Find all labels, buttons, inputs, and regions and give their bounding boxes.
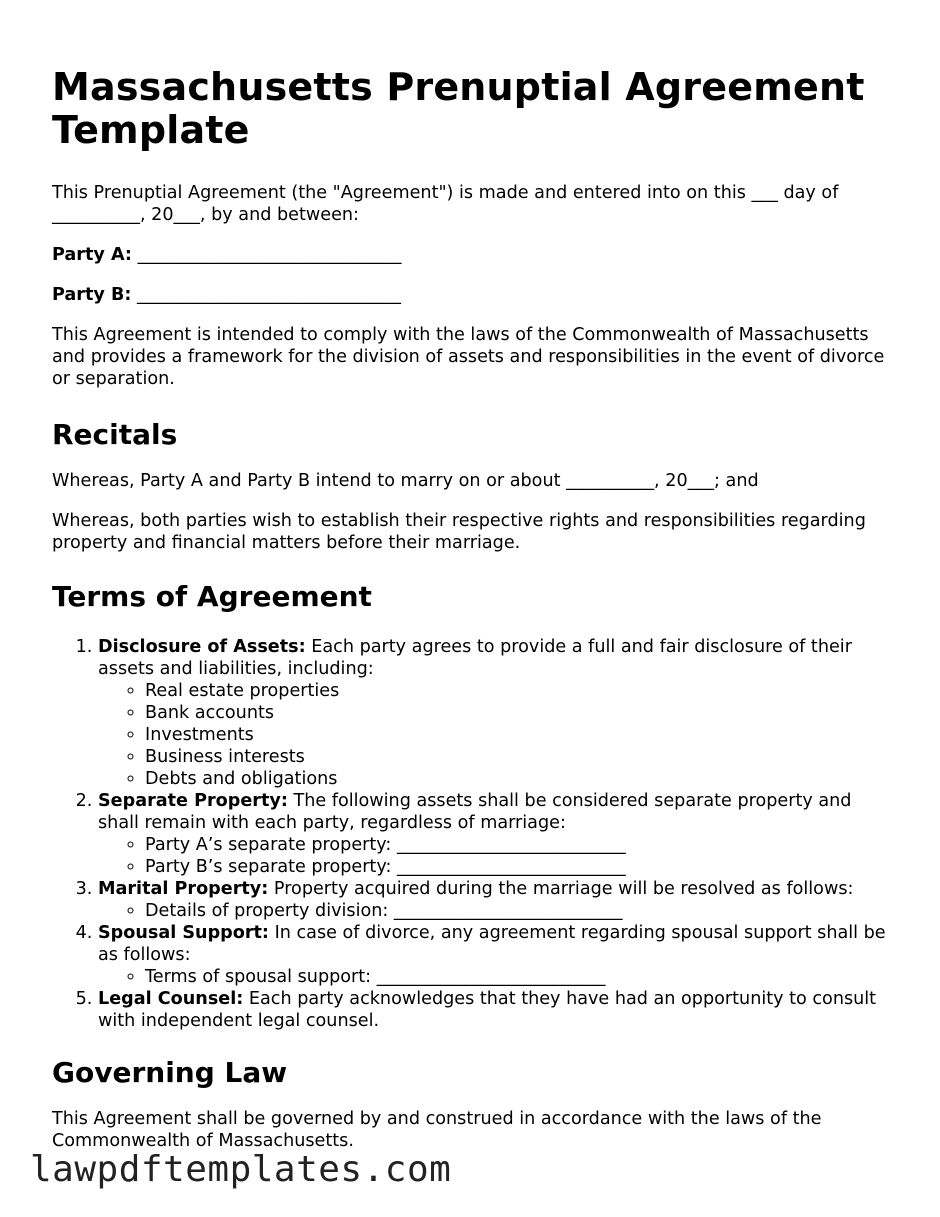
governing-law-heading: Governing Law	[52, 1056, 288, 1089]
sublist-item: ◦ Party A’s separate property: __________________________	[145, 834, 888, 856]
recitals-heading: Recitals	[52, 418, 178, 451]
term-sublist	[98, 834, 888, 878]
term-item-separate-property	[98, 790, 888, 878]
term-text: Property acquired during the marriage will be resolved as follows:	[268, 879, 854, 899]
term-sublist	[98, 900, 888, 922]
party-b-line	[52, 284, 888, 306]
term-title: Spousal Support:	[98, 923, 269, 943]
sublist-item: ◦ Business interests	[145, 746, 888, 768]
term-text: Each party acknowledges that they have had an opportunity to consult with independent legal counsel.	[98, 989, 877, 1031]
governing-law-paragraph: This Agreement shall be governed by and construed in accordance with the laws of the Commonwealth of Massachusetts.	[52, 1109, 822, 1151]
term-item-spousal-support	[98, 922, 888, 988]
term-title: Separate Property:	[98, 791, 288, 811]
sublist-item: ◦ Debts and obligations	[145, 768, 888, 790]
watermark-footer: lawpdftemplates.com	[30, 1149, 452, 1190]
term-title: Legal Counsel:	[98, 989, 244, 1009]
sublist-item: ◦ Bank accounts	[145, 702, 888, 724]
sublist-item: ◦ Investments	[145, 724, 888, 746]
purpose-paragraph: This Agreement is intended to comply with the laws of the Commonwealth of Massachusetts and provides a framework for the division of assets and responsibilities in the event of divorce or separation.	[52, 325, 885, 389]
sublist-item: ◦ Terms of spousal support: __________________________	[145, 966, 888, 988]
term-title: Marital Property:	[98, 879, 269, 899]
document-title: Massachusetts Prenuptial Agreement Template	[52, 65, 865, 152]
terms-list	[52, 636, 888, 1032]
term-sublist	[98, 680, 888, 790]
intro-paragraph: This Prenuptial Agreement (the "Agreement") is made and entered into on this ___ day of __________, 20___, by and between:	[52, 183, 839, 225]
term-item-legal-counsel	[98, 988, 888, 1032]
term-text: In case of divorce, any agreement regarding spousal support shall be as follows:	[98, 923, 886, 965]
term-item-disclosure	[98, 636, 888, 790]
recital-paragraph-1: Whereas, Party A and Party B intend to marry on or about __________, 20___; and	[52, 471, 759, 491]
sublist-item: ◦ Details of property division: __________________________	[145, 900, 888, 922]
term-sublist	[98, 966, 888, 988]
term-title: Disclosure of Assets:	[98, 637, 306, 657]
term-text: Each party agrees to provide a full and fair disclosure of their assets and liabilities, including:	[98, 637, 852, 679]
party-b-blank: ______________________________	[137, 285, 401, 305]
party-b-label: Party B:	[52, 285, 132, 305]
sublist-item: ◦ Real estate properties	[145, 680, 888, 702]
party-a-label: Party A:	[52, 245, 132, 265]
sublist-item: ◦ Party B’s separate property: __________________________	[145, 856, 888, 878]
party-a-blank: ______________________________	[137, 245, 402, 265]
term-item-marital-property	[98, 878, 888, 922]
recital-paragraph-2: Whereas, both parties wish to establish their respective rights and responsibilities regarding property and financial matters before their marriage.	[52, 511, 866, 553]
terms-heading: Terms of Agreement	[52, 580, 372, 613]
party-a-line	[52, 244, 888, 266]
term-text: The following assets shall be considered separate property and shall remain with each party, regardless of marriage:	[98, 791, 852, 833]
